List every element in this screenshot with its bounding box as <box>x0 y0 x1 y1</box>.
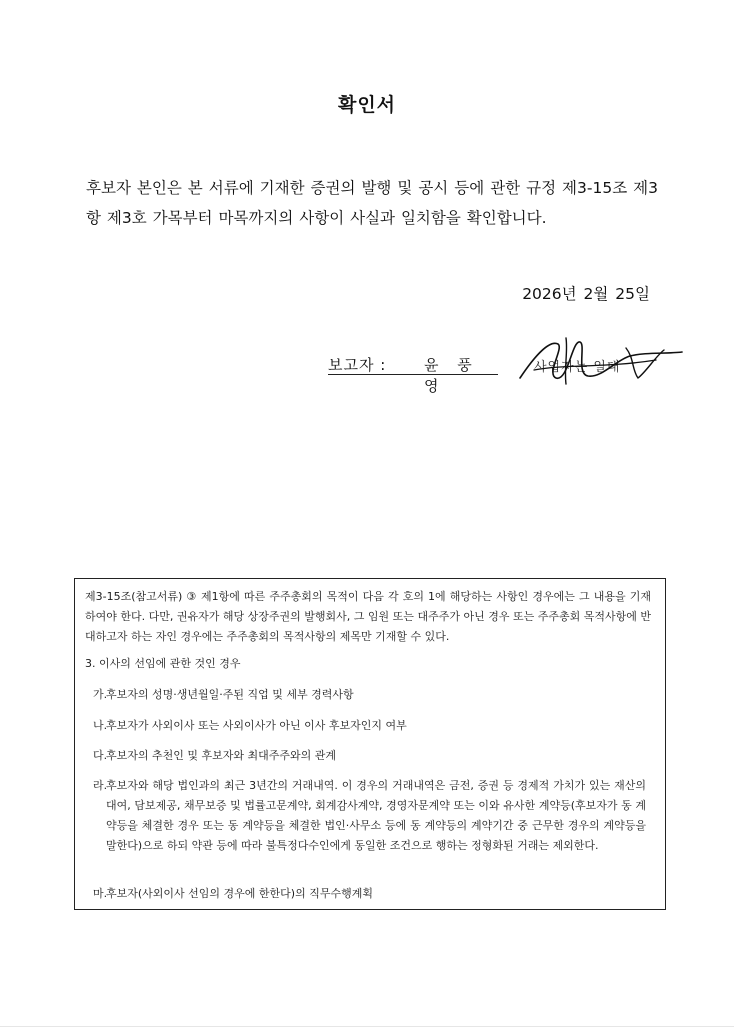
item-marker: 나. <box>93 719 108 732</box>
reporter-name: 윤 풍 영 <box>424 356 479 395</box>
reporter-line <box>328 354 498 395</box>
confirmation-statement: 후보자 본인은 본 서류에 기재한 증권의 발행 및 공시 등에 관한 규정 제3-15조 제3항 제3호 가목부터 마목까지의 사항이 사실과 일치함을 확인합니다. <box>86 179 658 227</box>
item-text: 후보자의 성명·생년월일·주된 직업 및 세부 경력사항 <box>106 688 354 701</box>
item-text: 후보자(사외이사 선임의 경우에 한한다)의 직무수행계획 <box>106 887 373 900</box>
item-marker: 가. <box>93 688 108 701</box>
signature-scribble-icon <box>506 334 686 388</box>
signature <box>506 334 686 388</box>
regulation-section-heading: 3. 이사의 선임에 관한 것인 경우 <box>85 657 241 670</box>
item-text: 후보자와 해당 법인과의 최근 3년간의 거래내역. 이 경우의 거래내역은 금전, 증권 등 경제적 가치가 있는 재산의 대여, 담보제공, 채무보증 및 법률고문계약, 회계감사계약, 경영자문계약 또는 이와 유사한 계약등(후보자가 동 계약등을 체결한 경우 또는 동 계약등을 체결한 법인·사무소 등에 동 계약등의 계약기간 중 근무한 경우의 계약등을 말한다)으로 하되 약관 등에 따라 불특정다수인에게 동일한 조건으로 행하는 정형화된 거래는 제외한다. <box>106 779 646 852</box>
page-bottom-divider <box>0 1026 734 1027</box>
item-marker: 다. <box>93 749 108 762</box>
item-marker: 마. <box>93 887 108 900</box>
regulation-note-box <box>74 578 666 910</box>
item-marker: 라. <box>93 779 108 792</box>
document-title: 확인서 <box>337 94 397 116</box>
item-text: 후보자의 추천인 및 후보자와 최대주주와의 관계 <box>106 749 337 762</box>
item-text: 후보자가 사외이사 또는 사외이사가 아닌 이사 후보자인지 여부 <box>106 719 407 732</box>
signature-text: 사업자는 일대 <box>534 360 621 375</box>
reporter-label: 보고자 : <box>328 356 387 374</box>
document-date: 2026년 2월 25일 <box>522 285 650 303</box>
regulation-intro: 제3-15조(참고서류) ③ 제1항에 따른 주주총회의 목적이 다음 각 호의 1에 해당하는 사항인 경우에는 그 내용을 기재하여야 한다. 다만, 권유자가 해당 상장주권의 발행회사, 그 임원 또는 대주주가 아닌 경우 또는 주주총회 목적사항에 반대하고자 하는 자인 경우에는 주주총회의 목적사항의 제목만 기재할 수 있다. <box>85 590 651 643</box>
